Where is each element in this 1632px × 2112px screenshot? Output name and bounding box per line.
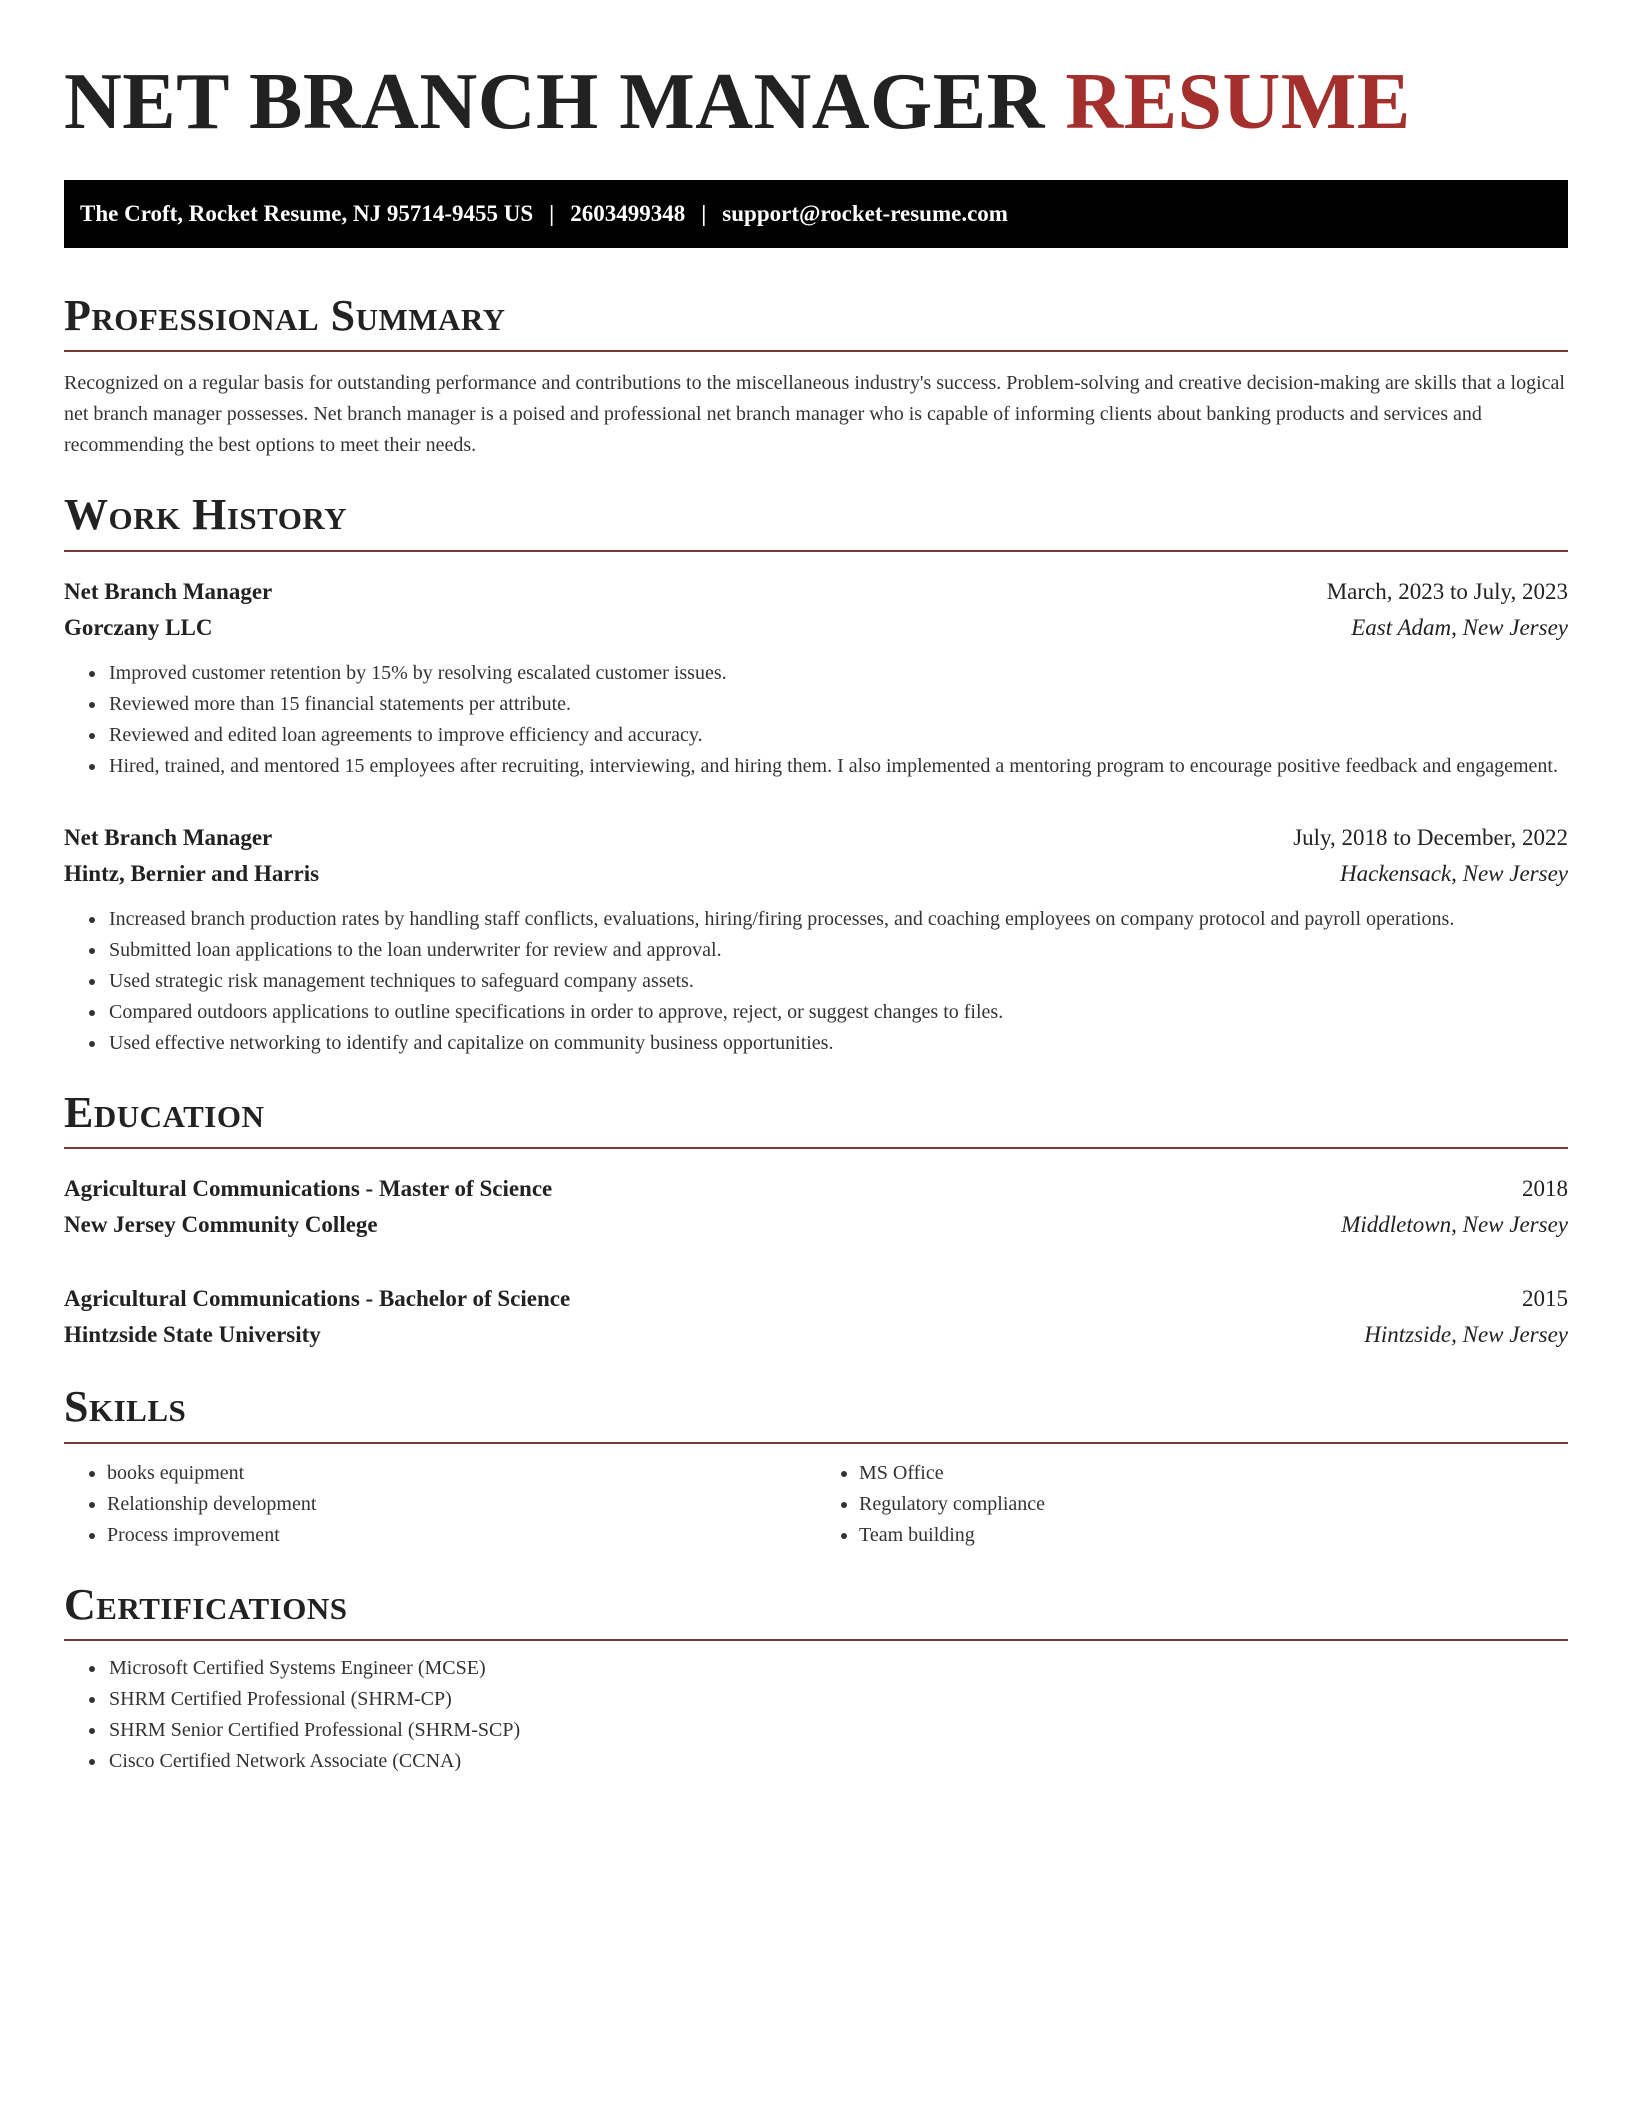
section-heading: Professional Summary (64, 292, 1568, 352)
education-degree-row (64, 1281, 1568, 1317)
list-item: • Hired, trained, and mentored 15 employees after recruiting, interviewing, and hiring them. I also implemented a mentoring program to encourage positive feedback and engagement. (107, 751, 1568, 782)
education-entry (64, 1281, 1568, 1353)
contact-bar (64, 180, 1568, 248)
school-location: Middletown, New Jersey (1341, 1212, 1568, 1238)
list-item: • Used strategic risk management techniques to safeguard company assets. (107, 966, 1568, 997)
title-accent: RESUME (1065, 58, 1411, 146)
job-location: Hackensack, New Jersey (1340, 860, 1568, 886)
section-heading: Education (64, 1089, 1568, 1149)
job-company: Gorczany LLC (64, 614, 213, 640)
list-item: • Reviewed more than 15 financial statements per attribute. (107, 689, 1568, 720)
summary-text: Recognized on a regular basis for outstanding performance and contributions to the miscellaneous industry's success. Problem-solving and creative decision-making are skills that a logical net branch manager possesses. Net branch manager is a poised and professional net branch manager who is capable of informing clients about banking products and services and recommending the best options to meet their needs. (64, 372, 1565, 457)
list-item: • Submitted loan applications to the loan underwriter for review and approval. (107, 935, 1568, 966)
school: New Jersey Community College (64, 1212, 378, 1238)
contact-phone: 2603499348 (570, 201, 686, 226)
skills-grid (64, 1458, 1568, 1551)
job-company-row (64, 610, 1568, 646)
degree: Agricultural Communications - Bachelor of Science (64, 1286, 571, 1312)
skill-item: • Process improvement (107, 1520, 816, 1551)
job-bullets (64, 904, 1568, 1059)
certification-item: • SHRM Senior Certified Professional (SHRM-SCP) (107, 1715, 1568, 1746)
job-entry (64, 820, 1568, 1059)
skill-item: • MS Office (859, 1458, 1568, 1489)
education-section (64, 1089, 1568, 1353)
list-item: • Improved customer retention by 15% by resolving escalated customer issues. (107, 658, 1568, 689)
certifications-section (64, 1581, 1568, 1777)
job-header-row (64, 574, 1568, 610)
certification-item: • SHRM Certified Professional (SHRM-CP) (107, 1684, 1568, 1715)
graduation-year: 2018 (1522, 1176, 1568, 1202)
section-heading: Certifications (64, 1581, 1568, 1641)
certification-list (64, 1653, 1568, 1777)
graduation-year: 2015 (1522, 1286, 1568, 1312)
skills-column (816, 1458, 1568, 1551)
skill-item: • Regulatory compliance (859, 1489, 1568, 1520)
job-dates: July, 2018 to December, 2022 (1293, 824, 1568, 850)
title-main: NET BRANCH MANAGER (64, 58, 1045, 146)
job-header-row (64, 820, 1568, 856)
list-item: • Reviewed and edited loan agreements to improve efficiency and accuracy. (107, 720, 1568, 751)
job-title: Net Branch Manager (64, 578, 273, 604)
skill-item: • books equipment (107, 1458, 816, 1489)
school: Hintzside State University (64, 1322, 321, 1348)
education-school-row (64, 1317, 1568, 1353)
skill-item: • Relationship development (107, 1489, 816, 1520)
skills-column (64, 1458, 816, 1551)
summary-section (64, 292, 1568, 461)
job-location: East Adam, New Jersey (1351, 614, 1568, 640)
education-entry (64, 1171, 1568, 1243)
contact-separator: | (701, 201, 707, 226)
section-heading: Work History (64, 491, 1568, 551)
section-heading: Skills (64, 1383, 1568, 1443)
job-company-row (64, 856, 1568, 892)
school-location: Hintzside, New Jersey (1364, 1322, 1568, 1348)
certification-item: • Microsoft Certified Systems Engineer (MCSE) (107, 1653, 1568, 1684)
list-item: • Increased branch production rates by handling staff conflicts, evaluations, hiring/firing processes, and coaching employees on company protocol and payroll operations. (107, 904, 1568, 935)
skill-item: • Team building (859, 1520, 1568, 1551)
job-title: Net Branch Manager (64, 824, 273, 850)
job-entry (64, 574, 1568, 782)
skills-section (64, 1383, 1568, 1550)
work-history-section (64, 491, 1568, 1058)
contact-address: The Croft, Rocket Resume, NJ 95714-9455 US (80, 201, 534, 226)
education-school-row (64, 1207, 1568, 1243)
degree: Agricultural Communications - Master of Science (64, 1176, 553, 1202)
resume-title (64, 58, 1568, 146)
certification-item: • Cisco Certified Network Associate (CCNA) (107, 1746, 1568, 1777)
education-degree-row (64, 1171, 1568, 1207)
contact-email: support@rocket-resume.com (722, 201, 1008, 226)
list-item: • Used effective networking to identify and capitalize on community business opportunities. (107, 1028, 1568, 1059)
contact-separator: | (549, 201, 555, 226)
job-bullets (64, 658, 1568, 782)
job-company: Hintz, Bernier and Harris (64, 860, 320, 886)
list-item: • Compared outdoors applications to outline specifications in order to approve, reject, or suggest changes to files. (107, 997, 1568, 1028)
job-dates: March, 2023 to July, 2023 (1326, 578, 1568, 604)
